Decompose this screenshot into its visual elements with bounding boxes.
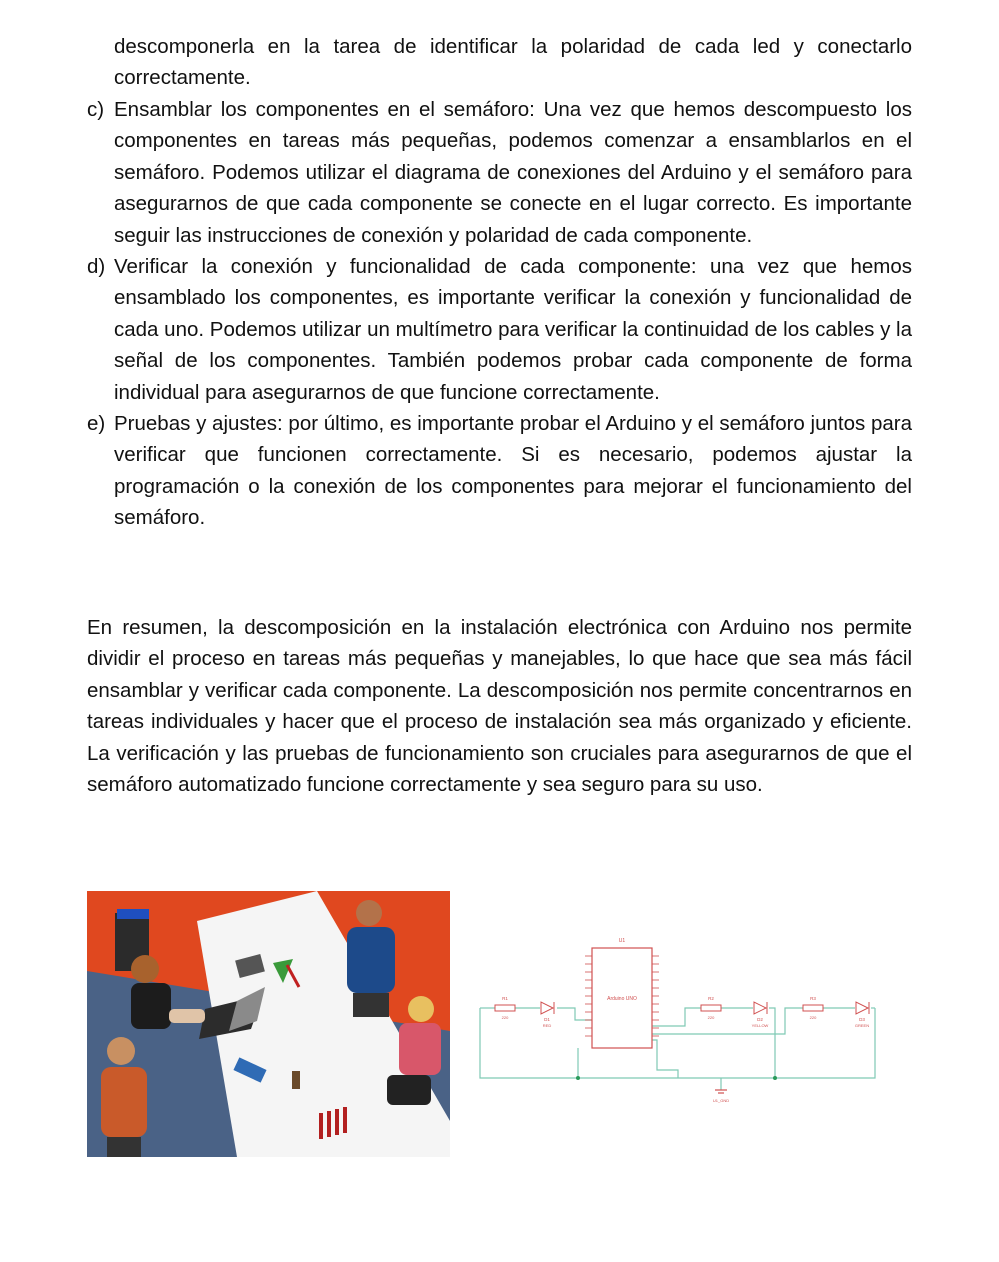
wires — [480, 1008, 875, 1090]
sensor — [292, 1071, 300, 1089]
chip-label: Arduino UNO — [607, 996, 637, 1002]
led-d1 — [541, 1002, 554, 1028]
resistor-r3-value: 220 — [809, 1015, 817, 1020]
led-d3 — [855, 1002, 869, 1028]
scene-illustration — [87, 891, 450, 1157]
list-item-text: Pruebas y ajustes: por último, es importante probar el Arduino y el semáforo juntos para verificar que funcionen correctamente. Si es necesario, podemos ajustar la programación o la conexión de los componentes para mejorar el funcionamiento del semáforo. — [114, 412, 912, 530]
paragraph-continuation: descomponerla en la tarea de identificar la polaridad de cada led y conectarlo correctamente. — [114, 35, 912, 90]
ground-label: U1_GND — [712, 1098, 730, 1103]
resistor-r2 — [701, 996, 721, 1020]
list-item — [87, 408, 912, 534]
resistor-r3-label: R3 — [810, 996, 816, 1001]
junction-dot — [773, 1076, 777, 1080]
led-d3-label: D3 — [859, 1017, 865, 1022]
led-d1-label: D1 — [544, 1017, 550, 1022]
list-item — [87, 251, 912, 408]
list-item-text: Ensamblar los componentes en el semáforo: Una vez que hemos descompuesto los componentes en tareas más pequeñas, podemos comenzar a ensamblarlos en el semáforo. Podemos utilizar el diagrama de conexiones del Arduino y el semáforo para asegurarnos de que cada componente se conecte en el lugar correcto. Es importante seguir las instrucciones de conexión y polaridad de cada componente. — [114, 98, 912, 247]
schematic-svg — [475, 930, 885, 1110]
summary-paragraph: En resumen, la descomposición en la instalación electrónica con Arduino nos permite dividir el proceso en tareas más pequeñas y manejables, lo que hace que sea más fácil ensamblar y verificar cada componente. La descomposición nos permite concentrarnos en tareas individuales y hacer que el proceso de instalación sea más organizado y eficiente. La verificación y las pruebas de funcionamiento son cruciales para asegurarnos de que el semáforo automatizado funcione correctamente y sea seguro para su uso. — [87, 616, 912, 797]
chip-title: U1 — [618, 938, 626, 944]
resistor-r1-label: R1 — [502, 996, 508, 1001]
led-d1-color: RED — [542, 1023, 552, 1028]
list-item — [87, 94, 912, 251]
circuit-schematic — [475, 930, 885, 1110]
list-marker: e) — [87, 412, 106, 436]
scene-svg — [87, 891, 450, 1157]
resistor-r1-value: 220 — [501, 1015, 509, 1020]
resistor-r2-label: R2 — [708, 996, 714, 1001]
resistor-r1 — [495, 996, 515, 1020]
led-d2 — [752, 1002, 769, 1028]
list-item-text: Verificar la conexión y funcionalidad de cada componente: una vez que hemos ensamblado los componentes, es importante verificar la conexión y funcionalidad de cada uno. Podemos utilizar un multímetro para verificar la continuidad de los cables y la señal de los componentes. También podemos probar cada componente de forma individual para asegurarnos de que funcione correctamente. — [114, 255, 912, 404]
bin-lid — [117, 909, 149, 919]
resistor-r2-value: 220 — [707, 1015, 715, 1020]
led-d2-label: D2 — [757, 1017, 763, 1022]
resistor-r3 — [803, 996, 823, 1020]
junction-dot — [576, 1076, 580, 1080]
ground-symbol — [715, 1090, 727, 1093]
list-marker: c) — [87, 98, 105, 121]
step-list — [87, 94, 912, 534]
led-d3-color: GREEN — [854, 1023, 870, 1028]
list-marker: d) — [87, 255, 106, 279]
led-d2-color: YELLOW — [751, 1023, 769, 1028]
